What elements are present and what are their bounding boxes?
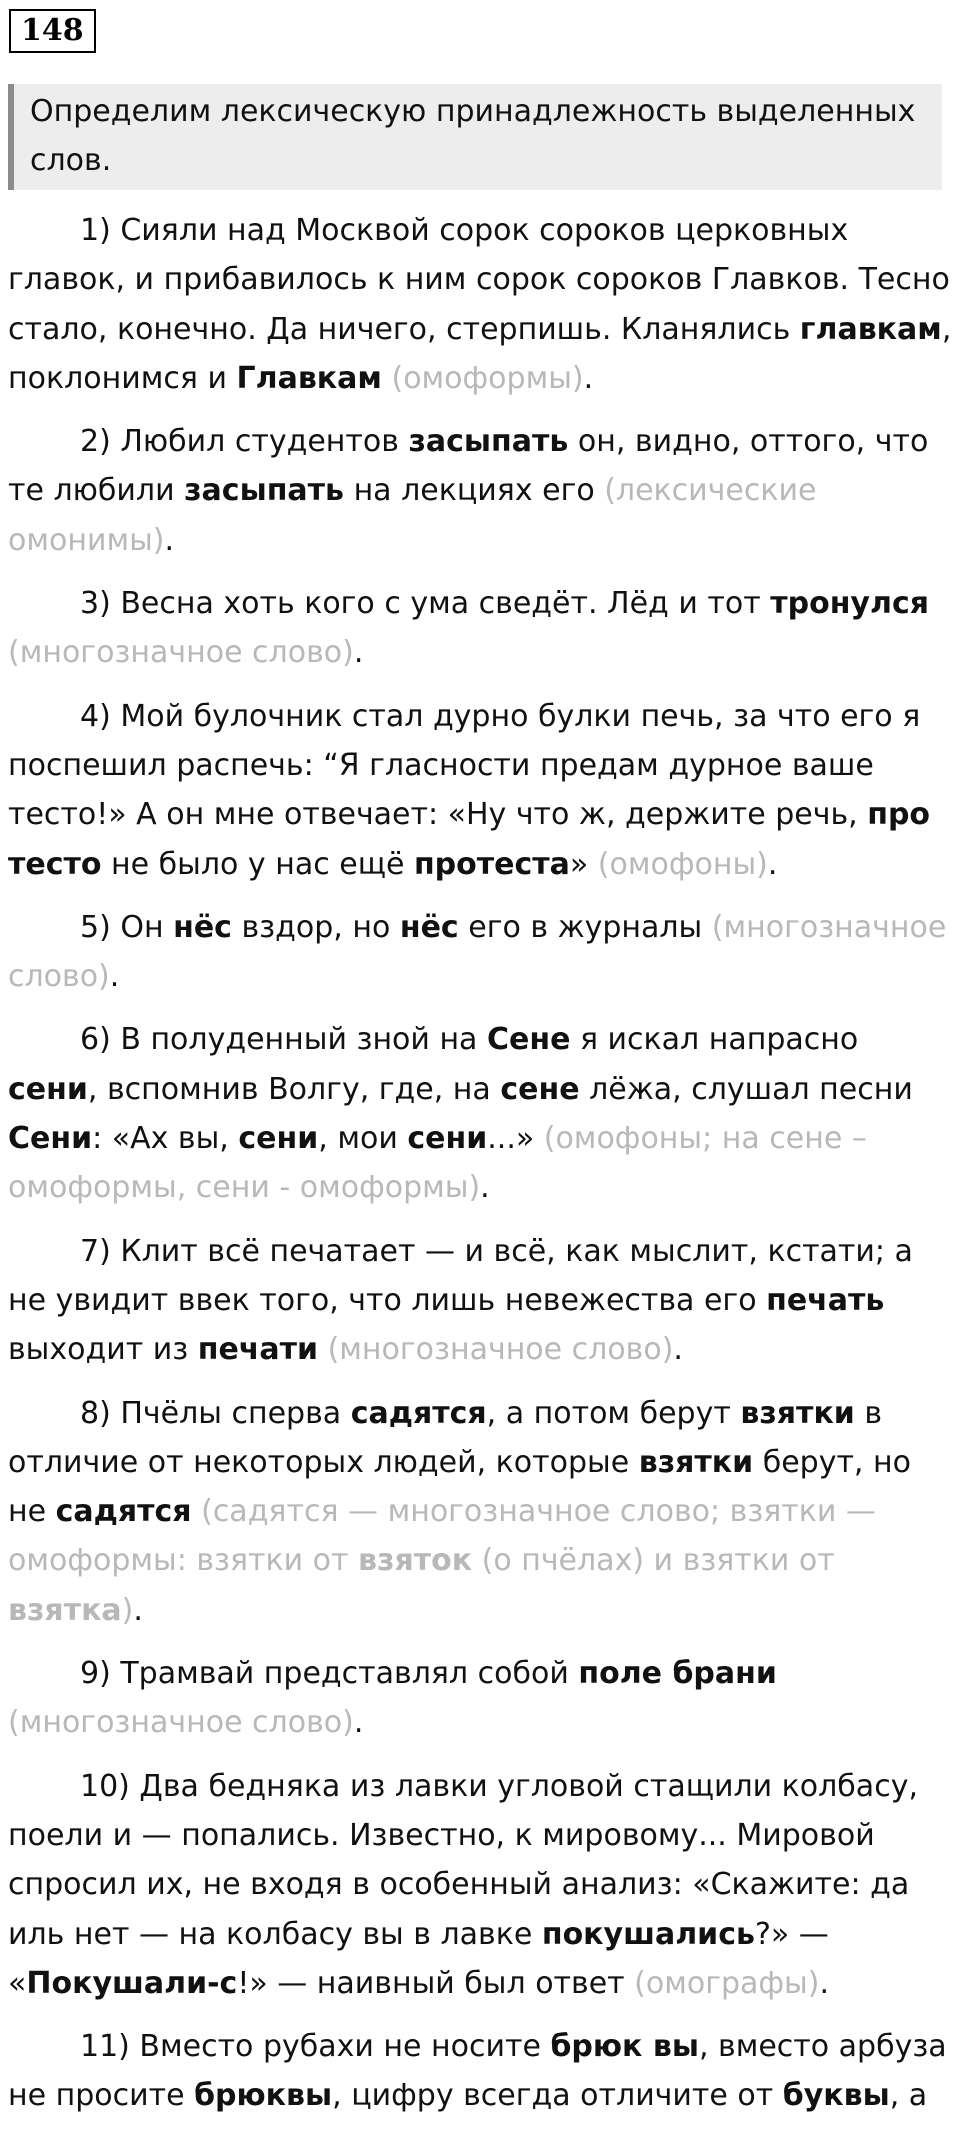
text-run: .: [673, 1332, 683, 1368]
text-run: 11) Вместо рубахи не носите: [80, 2029, 551, 2065]
classification-note: (многозначное слово): [8, 1705, 354, 1741]
text-run: ...»: [487, 1121, 544, 1157]
classification-note: (о пчёлах) и взятки от: [472, 1543, 835, 1579]
highlighted-word: тронулся: [770, 586, 929, 622]
highlighted-word: сени: [238, 1121, 319, 1157]
highlighted-word: брюк вы: [550, 2029, 699, 2065]
text-run: .: [133, 1592, 143, 1628]
answer-paragraph: [8, 1389, 956, 1635]
highlighted-word: взятки: [740, 1395, 855, 1431]
highlighted-word: Главкам: [236, 360, 382, 396]
text-run: 10) Два бедняка из лавки угловой стащили колбасу, поели и — попались. Известно, к мировому... Мировой спросил их, не входя в особенный анализ: «Скажите: да иль нет — на колбасу вы в лавке: [8, 1768, 918, 1952]
classification-note: (садятся — многозначное слово; взятки — омоформы: взятки от: [8, 1494, 876, 1579]
classification-note: (омоформы): [391, 360, 584, 396]
text-run: .: [480, 1170, 490, 1206]
text-run: 3) Весна хоть кого с ума сведёт. Лёд и тот: [80, 586, 771, 622]
highlighted-word: засыпать: [184, 473, 345, 509]
highlighted-word: Сени: [8, 1121, 93, 1157]
text-run: .: [109, 959, 120, 995]
highlighted-word: нёс: [173, 909, 232, 945]
classification-note: (многозначное слово): [327, 1332, 674, 1368]
answer-paragraph: [8, 1649, 956, 1748]
text-run: он, видно, оттого, что те любили: [8, 424, 929, 509]
text-run: лёжа, слушал песни: [579, 1071, 913, 1107]
text-run: вздор, но: [231, 909, 400, 945]
answer-paragraph: [8, 1015, 956, 1212]
text-run: : «Ах вы,: [92, 1121, 239, 1157]
text-run: !» — наивный был ответ: [237, 1965, 635, 2001]
text-run: 6) В полуденный зной на: [80, 1022, 487, 1058]
classification-note: ): [121, 1592, 134, 1628]
text-run: 9) Трамвай представлял собой: [80, 1656, 579, 1692]
text-run: .: [353, 1705, 364, 1741]
text-run: 4) Мой булочник стал дурно булки печь, за что его я поспешил распечь: “Я гласности предам дурное ваше тесто!» А он мне отвечает: «Ну что ж, держите речь,: [8, 698, 921, 833]
highlighted-word: про тесто: [8, 797, 931, 882]
highlighted-word: буквы: [782, 2078, 890, 2114]
note-highlight-word: взятка: [8, 1592, 122, 1628]
answer-content: [8, 206, 956, 2135]
highlighted-word: протеста: [413, 846, 570, 882]
note-highlight-word: взяток: [358, 1543, 473, 1579]
highlighted-word: сени: [407, 1121, 488, 1157]
text-run: 2) Любил студентов: [80, 424, 409, 460]
highlighted-word: Сене: [486, 1022, 571, 1058]
highlighted-word: главкам: [799, 311, 942, 347]
task-number: 148: [9, 9, 96, 53]
highlighted-word: сене: [500, 1071, 580, 1107]
text-run: .: [819, 1965, 829, 2001]
classification-note: (многозначное слово): [8, 909, 947, 995]
text-run: берут, но не: [8, 1444, 911, 1530]
answer-paragraph: [8, 692, 956, 889]
classification-note: (омофоны): [597, 846, 768, 882]
answer-paragraph: [8, 417, 956, 565]
highlighted-word: взятки: [638, 1444, 754, 1480]
answer-paragraph: [8, 1227, 956, 1375]
classification-note: (омографы): [634, 1965, 820, 2001]
intro-block: [8, 84, 942, 190]
text-run: не было у нас ещё: [101, 846, 414, 882]
answer-paragraph: [8, 1762, 956, 2008]
text-run: на лекциях его: [344, 473, 605, 509]
text-run: 7) Клит всё печатает — и всё, как мыслит, кстати; а не увидит ввек того, что лишь невежества его: [8, 1233, 913, 1318]
highlighted-word: покушались: [541, 1916, 755, 1952]
text-run: .: [583, 360, 594, 396]
answer-paragraph: [8, 903, 956, 1002]
highlighted-word: печати: [197, 1332, 319, 1368]
highlighted-word: печать: [766, 1282, 885, 1318]
intro-text: Определим лексическую принадлежность выделенных слов.: [30, 94, 916, 178]
classification-note: (лексические омонимы): [8, 473, 817, 558]
text-run: в отличие от некоторых людей, которые: [8, 1395, 883, 1480]
highlighted-word: нёс: [399, 909, 459, 945]
text-run: , а потом берут: [486, 1395, 741, 1431]
text-run: .: [767, 846, 778, 882]
answer-paragraph: [8, 2022, 956, 2121]
text-run: 5) Он: [80, 909, 174, 945]
text-run: его в журналы: [458, 909, 712, 945]
text-run: 8) Пчёлы сперва: [80, 1395, 351, 1431]
text-run: .: [353, 635, 364, 671]
answer-paragraph: [8, 579, 956, 678]
text-run: , мои: [318, 1121, 408, 1157]
text-run: , цифру всегда отличите от: [332, 2078, 783, 2114]
text-run: , поклонимся и: [8, 311, 952, 396]
answer-paragraph: [8, 206, 956, 403]
text-run: я искал напрасно: [570, 1022, 859, 1058]
highlighted-word: садятся: [350, 1395, 487, 1431]
text-run: выходит из: [8, 1332, 198, 1368]
text-run: , вспомнив Волгу, где, на: [87, 1071, 501, 1107]
text-run: , а: [889, 2078, 928, 2114]
text-run: 1) Сияли над Москвой сорок сороков церковных главок, и прибавилось к ним сорок сороков Главков. Тесно стало, конечно. Да ничего, стерпишь. Кланялись: [8, 213, 950, 347]
highlighted-word: садятся: [55, 1494, 192, 1530]
highlighted-word: засыпать: [408, 424, 569, 460]
highlighted-word: Покушали-с: [26, 1965, 238, 2001]
classification-note: (многозначное слово): [8, 635, 354, 671]
classification-note: (омофоны; на сене – омоформы, сени - омоформы): [8, 1121, 867, 1206]
highlighted-word: поле брани: [578, 1656, 777, 1692]
text-run: »: [569, 846, 598, 882]
text-run: [192, 1494, 202, 1529]
text-run: [318, 1332, 328, 1367]
text-run: , вместо арбуза не просите: [8, 2029, 947, 2114]
text-run: .: [164, 522, 175, 558]
highlighted-word: брюквы: [194, 2078, 333, 2114]
highlighted-word: сени: [8, 1071, 88, 1107]
text-run: ?» — «: [8, 1916, 829, 2001]
